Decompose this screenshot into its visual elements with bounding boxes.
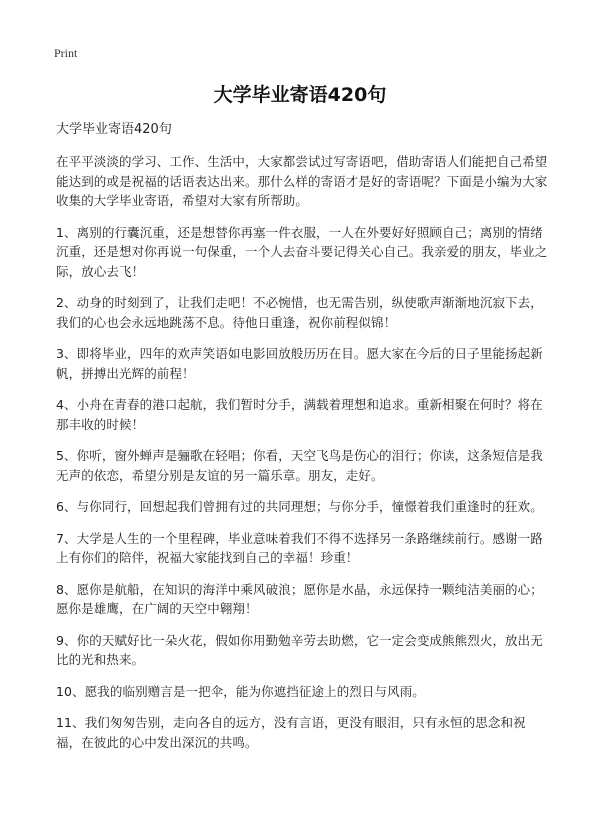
paragraph-7: 7、大学是人生的一个里程碑，毕业意味着我们不得不选择另一条路继续前行。感谢一路上有你们的陪伴，祝福大家能找到自己的幸福！珍重！: [56, 530, 543, 565]
paragraph-3: 3、即将毕业，四年的欢声笑语如电影回放般历历在目。愿大家在今后的日子里能扬起新帆，拼搏出光辉的前程！: [56, 346, 543, 381]
paragraph-5: 5、你听，窗外蝉声是骊歌在轻唱；你看，天空飞鸟是伤心的泪行；你读，这条短信是我无声的依恋，希望分别是友谊的另一篇乐章。朋友，走好。: [56, 448, 543, 483]
paragraph-1: 1、离别的行囊沉重，还是想替你再塞一件衣服，一人在外要好好照顾自己；离别的情绪沉重，还是想对你再说一句保重，一个人去奋斗要记得关心自己。我亲爱的朋友，毕业之际，放心去飞！: [56, 224, 548, 279]
article-subtitle: 大学毕业寄语420句: [56, 122, 172, 137]
article-body: [56, 120, 550, 764]
paragraph-4: 4、小舟在青春的港口起航，我们暂时分手，满载着理想和追求。重新相聚在何时？将在那丰收的时候！: [56, 397, 543, 432]
paragraph-9: 9、你的天赋好比一朵火花，假如你用勤勉辛劳去助燃，它一定会变成熊熊烈火，放出无比的光和热来。: [56, 632, 543, 667]
paragraph-11: 11、我们匆匆告别，走向各自的远方，没有言语，更没有眼泪，只有永恒的思念和祝福，在彼此的心中发出深沉的共鸣。: [56, 715, 526, 750]
paragraph-8: 8、愿你是航船，在知识的海洋中乘风破浪；愿你是水晶，永远保持一颗纯洁美丽的心；愿你是雄鹰，在广阔的天空中翱翔！: [56, 581, 543, 616]
paragraph-6: 6、与你同行，回想起我们曾拥有过的共同理想；与你分手，憧憬着我们重逢时的狂欢。: [56, 499, 543, 514]
intro-paragraph: 在平平淡淡的学习、工作、生活中，大家都尝试过写寄语吧，借助寄语人们能把自己希望能达到的或是祝福的话语表达出来。那什么样的寄语才是好的寄语呢？下面是小编为大家收集的大学毕业寄语，希望对大家有所帮助。: [56, 154, 548, 208]
paragraph-10: 10、愿我的临别赠言是一把伞，能为你遮挡征途上的烈日与风雨。: [56, 683, 425, 699]
paragraph-2: 2、动身的时刻到了，让我们走吧！不必惋惜，也无需告别，纵使歌声渐渐地沉寂下去，我们的心也会永远地跳荡不息。待他日重逢，祝你前程似锦！: [56, 295, 543, 330]
print-link[interactable]: Print: [54, 46, 78, 60]
page-title: 大学毕业寄语420句: [213, 84, 387, 106]
